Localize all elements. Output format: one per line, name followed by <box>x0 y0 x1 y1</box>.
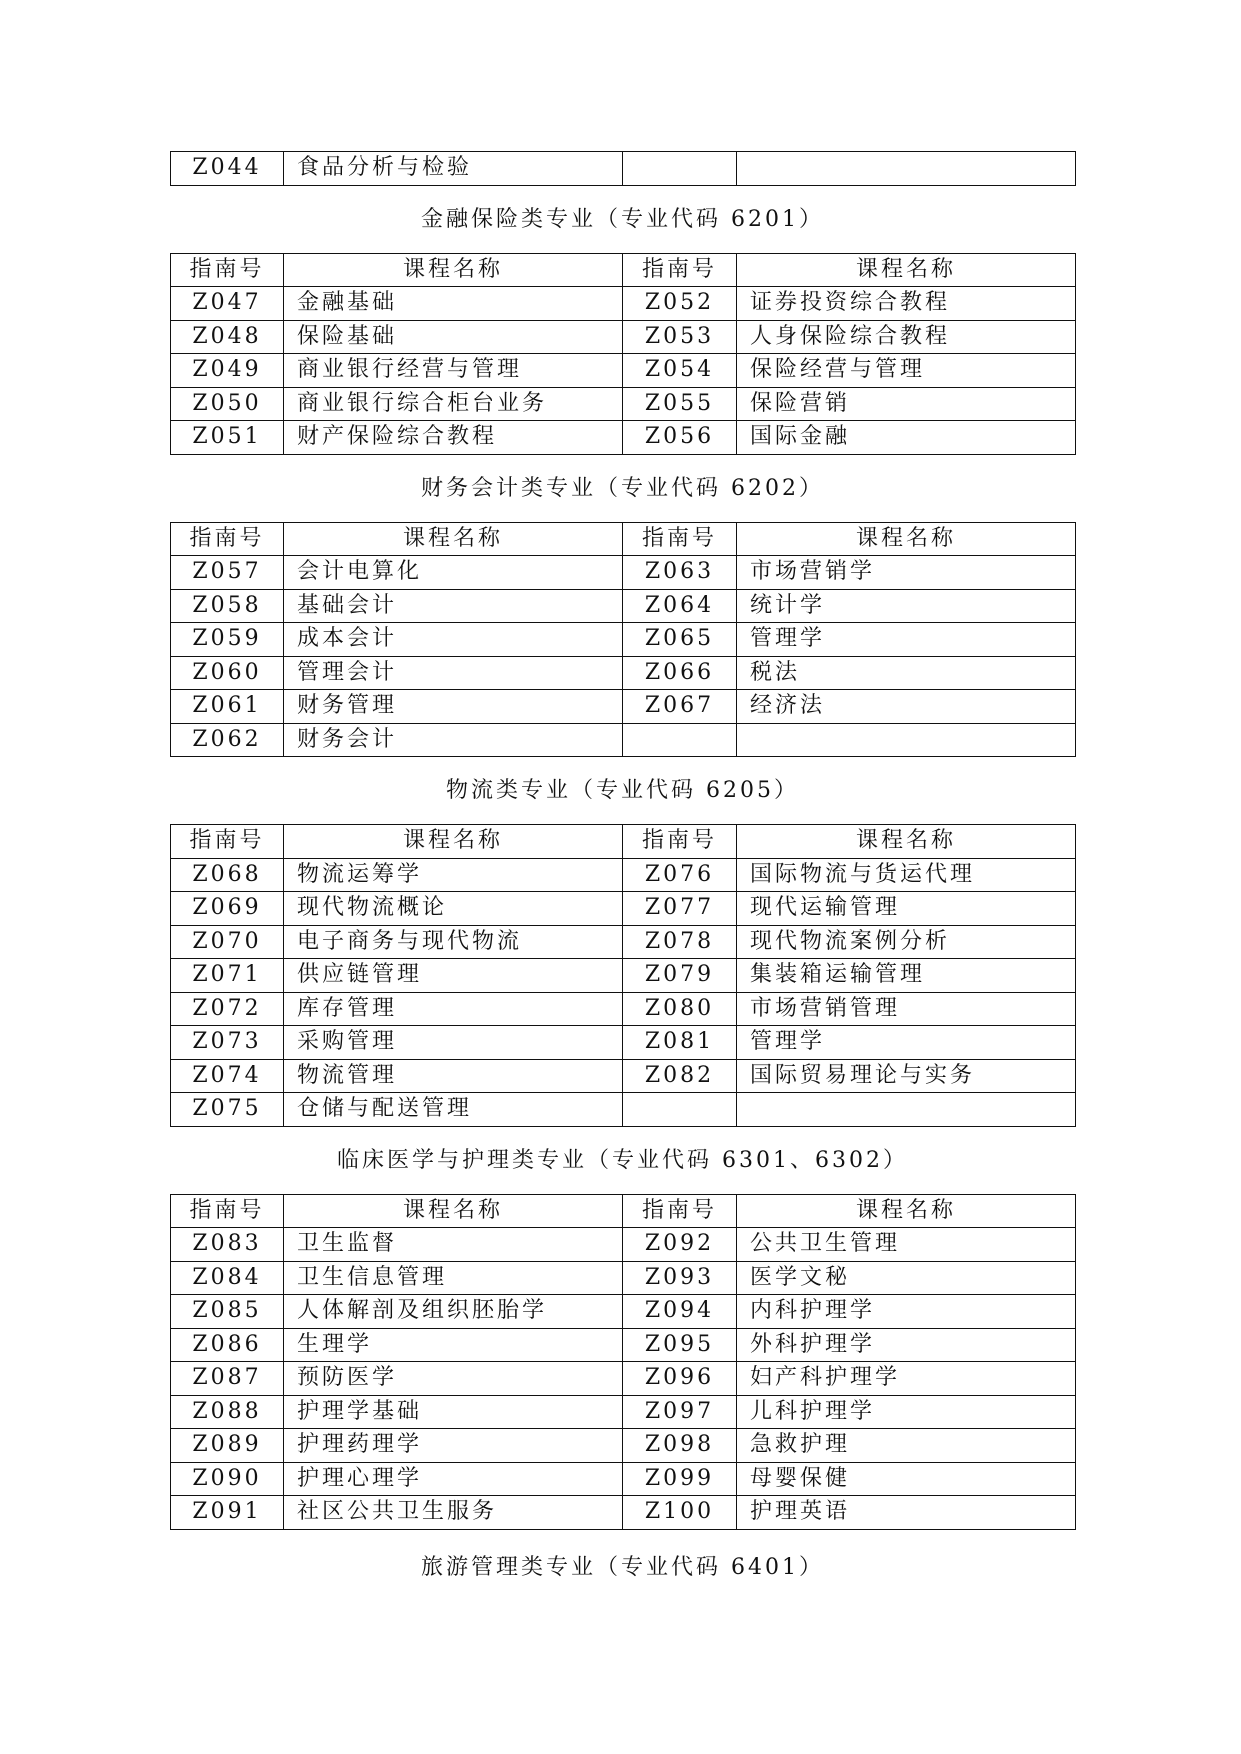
guide-number-cell: Z060 <box>171 656 284 690</box>
course-name-cell: 供应链管理 <box>284 959 623 993</box>
course-name-cell: 统计学 <box>737 589 1076 623</box>
course-name-cell: 卫生信息管理 <box>284 1261 623 1295</box>
header-course-name: 课程名称 <box>737 253 1076 287</box>
course-name-cell: 金融基础 <box>284 287 623 321</box>
guide-number-cell: Z058 <box>171 589 284 623</box>
course-name-cell: 保险经营与管理 <box>737 354 1076 388</box>
course-table <box>170 253 1076 455</box>
header-guide-number: 指南号 <box>623 1194 737 1228</box>
course-name-cell: 采购管理 <box>284 1026 623 1060</box>
header-course-name: 课程名称 <box>737 522 1076 556</box>
guide-number-cell: Z056 <box>623 421 737 455</box>
table-row <box>171 354 1076 388</box>
table-row <box>171 1261 1076 1295</box>
course-name-cell: 集装箱运输管理 <box>737 959 1076 993</box>
guide-number-cell: Z099 <box>623 1462 737 1496</box>
table-header-row <box>171 522 1076 556</box>
guide-number-cell: Z092 <box>623 1228 737 1262</box>
table-header-row <box>171 1194 1076 1228</box>
guide-number-cell: Z076 <box>623 858 737 892</box>
table-row <box>171 152 1076 186</box>
course-name-cell: 商业银行经营与管理 <box>284 354 623 388</box>
course-name-cell: 财务管理 <box>284 690 623 724</box>
course-name-cell: 急救护理 <box>737 1429 1076 1463</box>
guide-number-cell: Z095 <box>623 1328 737 1362</box>
course-name-cell: 医学文秘 <box>737 1261 1076 1295</box>
table-row <box>171 287 1076 321</box>
course-table <box>170 522 1076 758</box>
table-row <box>171 925 1076 959</box>
course-name-cell: 保险营销 <box>737 387 1076 421</box>
course-name-cell <box>737 1093 1076 1127</box>
course-name-cell <box>737 723 1076 757</box>
document-page <box>170 151 1075 1605</box>
guide-number-cell: Z096 <box>623 1362 737 1396</box>
course-name-cell: 库存管理 <box>284 992 623 1026</box>
guide-number-cell: Z082 <box>623 1059 737 1093</box>
header-guide-number: 指南号 <box>623 522 737 556</box>
course-name-cell: 国际金融 <box>737 421 1076 455</box>
course-name-cell: 市场营销管理 <box>737 992 1076 1026</box>
course-name-cell: 护理学基础 <box>284 1395 623 1429</box>
section-title-tourism: 旅游管理类专业（专业代码 6401） <box>421 1554 824 1580</box>
header-course-name: 课程名称 <box>284 825 623 859</box>
guide-number-cell: Z067 <box>623 690 737 724</box>
course-name-cell: 管理学 <box>737 623 1076 657</box>
course-name-cell: 现代运输管理 <box>737 892 1076 926</box>
table-row <box>171 858 1076 892</box>
section-title: 金融保险类专业（专业代码 6201） <box>421 206 824 232</box>
header-course-name: 课程名称 <box>737 1194 1076 1228</box>
table-row <box>171 1395 1076 1429</box>
guide-number-cell: Z052 <box>623 287 737 321</box>
guide-number-cell: Z073 <box>171 1026 284 1060</box>
course-name-cell: 护理药理学 <box>284 1429 623 1463</box>
course-name-cell: 保险基础 <box>284 320 623 354</box>
guide-number-cell: Z054 <box>623 354 737 388</box>
guide-number-cell: Z084 <box>171 1261 284 1295</box>
sections-container <box>170 186 1075 1530</box>
section-title: 物流类专业（专业代码 6205） <box>446 778 799 803</box>
guide-number-cell: Z097 <box>623 1395 737 1429</box>
table-header-row <box>171 253 1076 287</box>
course-name-cell: 会计电算化 <box>284 556 623 590</box>
table-row <box>171 1462 1076 1496</box>
course-name-cell: 食品分析与检验 <box>284 152 623 186</box>
course-name-cell: 人身保险综合教程 <box>737 320 1076 354</box>
table-row <box>171 723 1076 757</box>
course-table <box>170 1194 1076 1530</box>
guide-number-cell: Z091 <box>171 1496 284 1530</box>
course-name-cell: 物流运筹学 <box>284 858 623 892</box>
course-name-cell: 物流管理 <box>284 1059 623 1093</box>
course-name-cell: 国际物流与货运代理 <box>737 858 1076 892</box>
course-name-cell: 仓储与配送管理 <box>284 1093 623 1127</box>
guide-number-cell: Z049 <box>171 354 284 388</box>
table-row <box>171 589 1076 623</box>
table-row <box>171 623 1076 657</box>
table-row <box>171 387 1076 421</box>
header-guide-number: 指南号 <box>623 825 737 859</box>
guide-number-cell: Z087 <box>171 1362 284 1396</box>
header-course-name: 课程名称 <box>284 253 623 287</box>
table-row <box>171 556 1076 590</box>
header-course-name: 课程名称 <box>284 1194 623 1228</box>
header-course-name: 课程名称 <box>284 522 623 556</box>
table-row <box>171 992 1076 1026</box>
guide-number-cell: Z050 <box>171 387 284 421</box>
course-table-continued <box>170 151 1076 186</box>
guide-number-cell: Z063 <box>623 556 737 590</box>
table-row <box>171 892 1076 926</box>
course-name-cell: 公共卫生管理 <box>737 1228 1076 1262</box>
course-name-cell: 外科护理学 <box>737 1328 1076 1362</box>
course-name-cell: 母婴保健 <box>737 1462 1076 1496</box>
guide-number-cell: Z085 <box>171 1295 284 1329</box>
guide-number-cell: Z044 <box>171 152 284 186</box>
guide-number-cell: Z068 <box>171 858 284 892</box>
course-name-cell: 卫生监督 <box>284 1228 623 1262</box>
course-name-cell: 商业银行综合柜台业务 <box>284 387 623 421</box>
guide-number-cell: Z086 <box>171 1328 284 1362</box>
course-name-cell: 基础会计 <box>284 589 623 623</box>
course-name-cell: 管理会计 <box>284 656 623 690</box>
course-name-cell: 人体解剖及组织胚胎学 <box>284 1295 623 1329</box>
guide-number-cell: Z059 <box>171 623 284 657</box>
course-name-cell: 护理英语 <box>737 1496 1076 1530</box>
guide-number-cell: Z064 <box>623 589 737 623</box>
course-table <box>170 824 1076 1127</box>
header-guide-number: 指南号 <box>171 1194 284 1228</box>
guide-number-cell: Z077 <box>623 892 737 926</box>
guide-number-cell: Z089 <box>171 1429 284 1463</box>
course-name-cell: 证券投资综合教程 <box>737 287 1076 321</box>
guide-number-cell: Z071 <box>171 959 284 993</box>
guide-number-cell: Z090 <box>171 1462 284 1496</box>
table-row <box>171 1429 1076 1463</box>
course-name-cell: 现代物流案例分析 <box>737 925 1076 959</box>
course-name-cell: 护理心理学 <box>284 1462 623 1496</box>
course-name-cell: 税法 <box>737 656 1076 690</box>
guide-number-cell: Z083 <box>171 1228 284 1262</box>
course-name-cell: 电子商务与现代物流 <box>284 925 623 959</box>
course-name-cell <box>737 152 1076 186</box>
table-body <box>171 152 1076 186</box>
guide-number-cell: Z075 <box>171 1093 284 1127</box>
table-row <box>171 959 1076 993</box>
guide-number-cell: Z079 <box>623 959 737 993</box>
guide-number-cell: Z093 <box>623 1261 737 1295</box>
course-name-cell: 财务会计 <box>284 723 623 757</box>
header-guide-number: 指南号 <box>623 253 737 287</box>
header-guide-number: 指南号 <box>171 522 284 556</box>
table-row <box>171 1093 1076 1127</box>
course-name-cell: 成本会计 <box>284 623 623 657</box>
guide-number-cell <box>623 1093 737 1127</box>
guide-number-cell: Z066 <box>623 656 737 690</box>
table-row <box>171 1228 1076 1262</box>
guide-number-cell: Z078 <box>623 925 737 959</box>
course-name-cell: 经济法 <box>737 690 1076 724</box>
header-guide-number: 指南号 <box>171 253 284 287</box>
table-row <box>171 1362 1076 1396</box>
table-row <box>171 656 1076 690</box>
guide-number-cell: Z062 <box>171 723 284 757</box>
guide-number-cell <box>623 152 737 186</box>
course-name-cell: 管理学 <box>737 1026 1076 1060</box>
guide-number-cell: Z047 <box>171 287 284 321</box>
table-row <box>171 1328 1076 1362</box>
table-row <box>171 421 1076 455</box>
guide-number-cell: Z048 <box>171 320 284 354</box>
guide-number-cell: Z051 <box>171 421 284 455</box>
guide-number-cell: Z069 <box>171 892 284 926</box>
table-row <box>171 690 1076 724</box>
guide-number-cell <box>623 723 737 757</box>
guide-number-cell: Z100 <box>623 1496 737 1530</box>
guide-number-cell: Z057 <box>171 556 284 590</box>
section-title: 财务会计类专业（专业代码 6202） <box>421 475 824 501</box>
header-course-name: 课程名称 <box>737 825 1076 859</box>
header-guide-number: 指南号 <box>171 825 284 859</box>
course-name-cell: 国际贸易理论与实务 <box>737 1059 1076 1093</box>
course-name-cell: 儿科护理学 <box>737 1395 1076 1429</box>
table-row <box>171 1295 1076 1329</box>
course-name-cell: 妇产科护理学 <box>737 1362 1076 1396</box>
guide-number-cell: Z080 <box>623 992 737 1026</box>
guide-number-cell: Z061 <box>171 690 284 724</box>
table-row <box>171 320 1076 354</box>
table-header-row <box>171 825 1076 859</box>
guide-number-cell: Z074 <box>171 1059 284 1093</box>
course-name-cell: 财产保险综合教程 <box>284 421 623 455</box>
guide-number-cell: Z098 <box>623 1429 737 1463</box>
guide-number-cell: Z088 <box>171 1395 284 1429</box>
guide-number-cell: Z072 <box>171 992 284 1026</box>
guide-number-cell: Z065 <box>623 623 737 657</box>
guide-number-cell: Z081 <box>623 1026 737 1060</box>
table-row <box>171 1026 1076 1060</box>
guide-number-cell: Z070 <box>171 925 284 959</box>
section-title: 临床医学与护理类专业（专业代码 6301、6302） <box>337 1147 908 1173</box>
guide-number-cell: Z055 <box>623 387 737 421</box>
course-name-cell: 现代物流概论 <box>284 892 623 926</box>
table-row <box>171 1496 1076 1530</box>
course-name-cell: 预防医学 <box>284 1362 623 1396</box>
table-row <box>171 1059 1076 1093</box>
course-name-cell: 生理学 <box>284 1328 623 1362</box>
course-name-cell: 社区公共卫生服务 <box>284 1496 623 1530</box>
guide-number-cell: Z053 <box>623 320 737 354</box>
guide-number-cell: Z094 <box>623 1295 737 1329</box>
course-name-cell: 内科护理学 <box>737 1295 1076 1329</box>
course-name-cell: 市场营销学 <box>737 556 1076 590</box>
